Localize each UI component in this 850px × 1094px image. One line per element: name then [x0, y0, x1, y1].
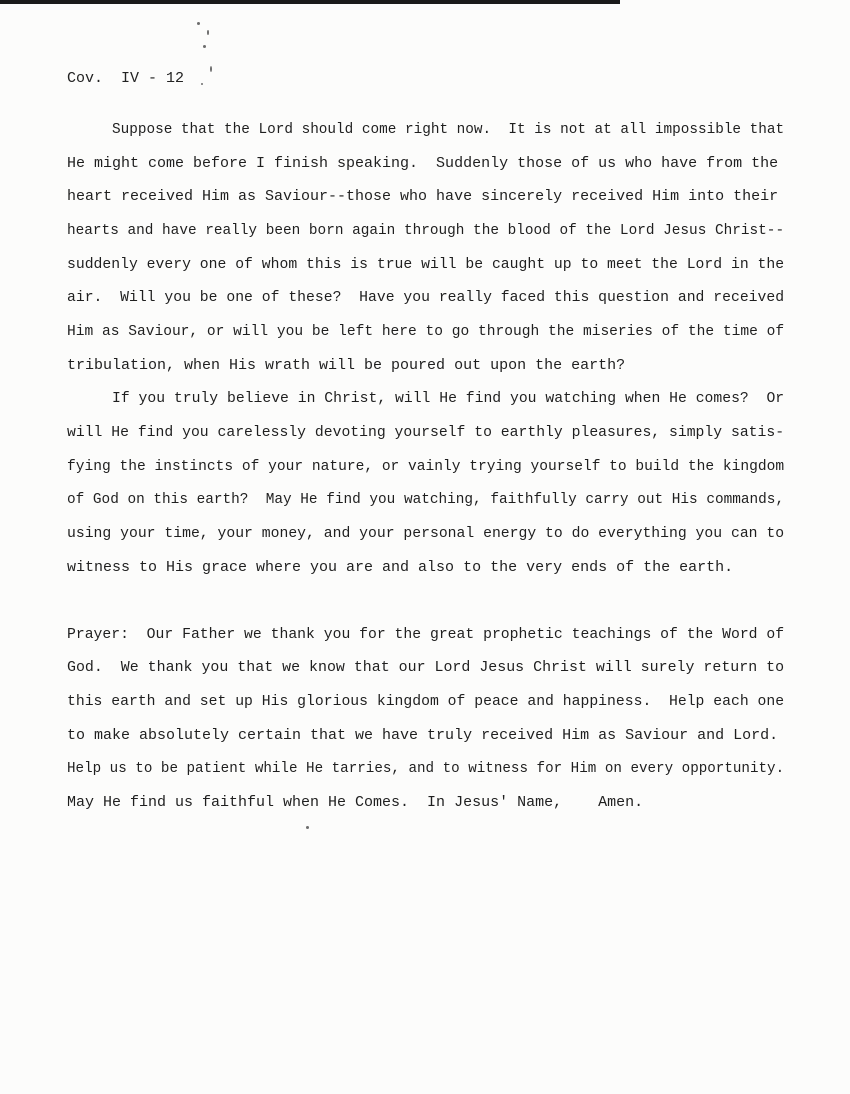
- text-line: Help us to be patient while He tarries, and to witness for Him on every opportunity.: [67, 760, 785, 777]
- scan-speck: [210, 66, 212, 72]
- text-line: He might come before I finish speaking. Suddenly those of us who have from the: [67, 155, 779, 172]
- page-reference: Cov. IV - 12: [67, 70, 185, 87]
- text-line: this earth and set up His glorious kingdom of peace and happiness. Help each one: [67, 693, 785, 710]
- scan-speck: [201, 83, 203, 85]
- text-line: suddenly every one of whom this is true will be caught up to meet the Lord in the: [67, 256, 785, 273]
- scan-speck: [197, 22, 200, 25]
- text-line: witness to His grace where you are and also to the very ends of the earth.: [67, 559, 734, 576]
- scan-speck: [306, 826, 309, 829]
- text-line: If you truly believe in Christ, will He find you watching when He comes? Or: [112, 390, 785, 407]
- text-line: heart received Him as Saviour--those who have sincerely received Him into their: [67, 188, 779, 205]
- text-line: will He find you carelessly devoting yourself to earthly pleasures, simply satis-: [67, 424, 785, 441]
- text-line: to make absolutely certain that we have truly received Him as Saviour and Lord.: [67, 727, 779, 744]
- text-line: God. We thank you that we know that our Lord Jesus Christ will surely return to: [67, 659, 785, 676]
- text-line: of God on this earth? May He find you watching, faithfully carry out His commands,: [67, 491, 785, 508]
- text-line: Suppose that the Lord should come right now. It is not at all impossible that: [112, 121, 785, 138]
- text-line: fying the instincts of your nature, or vainly trying yourself to build the kingdom: [67, 458, 785, 475]
- text-line: using your time, your money, and your personal energy to do everything you can to: [67, 525, 785, 542]
- scan-speck: [203, 45, 206, 48]
- scan-speck: [207, 30, 209, 35]
- text-line: May He find us faithful when He Comes. In Jesus' Name, Amen.: [67, 794, 644, 811]
- scan-top-edge: [0, 0, 620, 4]
- text-line: air. Will you be one of these? Have you really faced this question and received: [67, 289, 785, 306]
- text-line: hearts and have really been born again through the blood of the Lord Jesus Christ--: [67, 222, 785, 239]
- text-line: Prayer: Our Father we thank you for the great prophetic teachings of the Word of: [67, 626, 785, 643]
- text-line: Him as Saviour, or will you be left here to go through the miseries of the time of: [67, 323, 785, 340]
- text-line: tribulation, when His wrath will be poured out upon the earth?: [67, 357, 626, 374]
